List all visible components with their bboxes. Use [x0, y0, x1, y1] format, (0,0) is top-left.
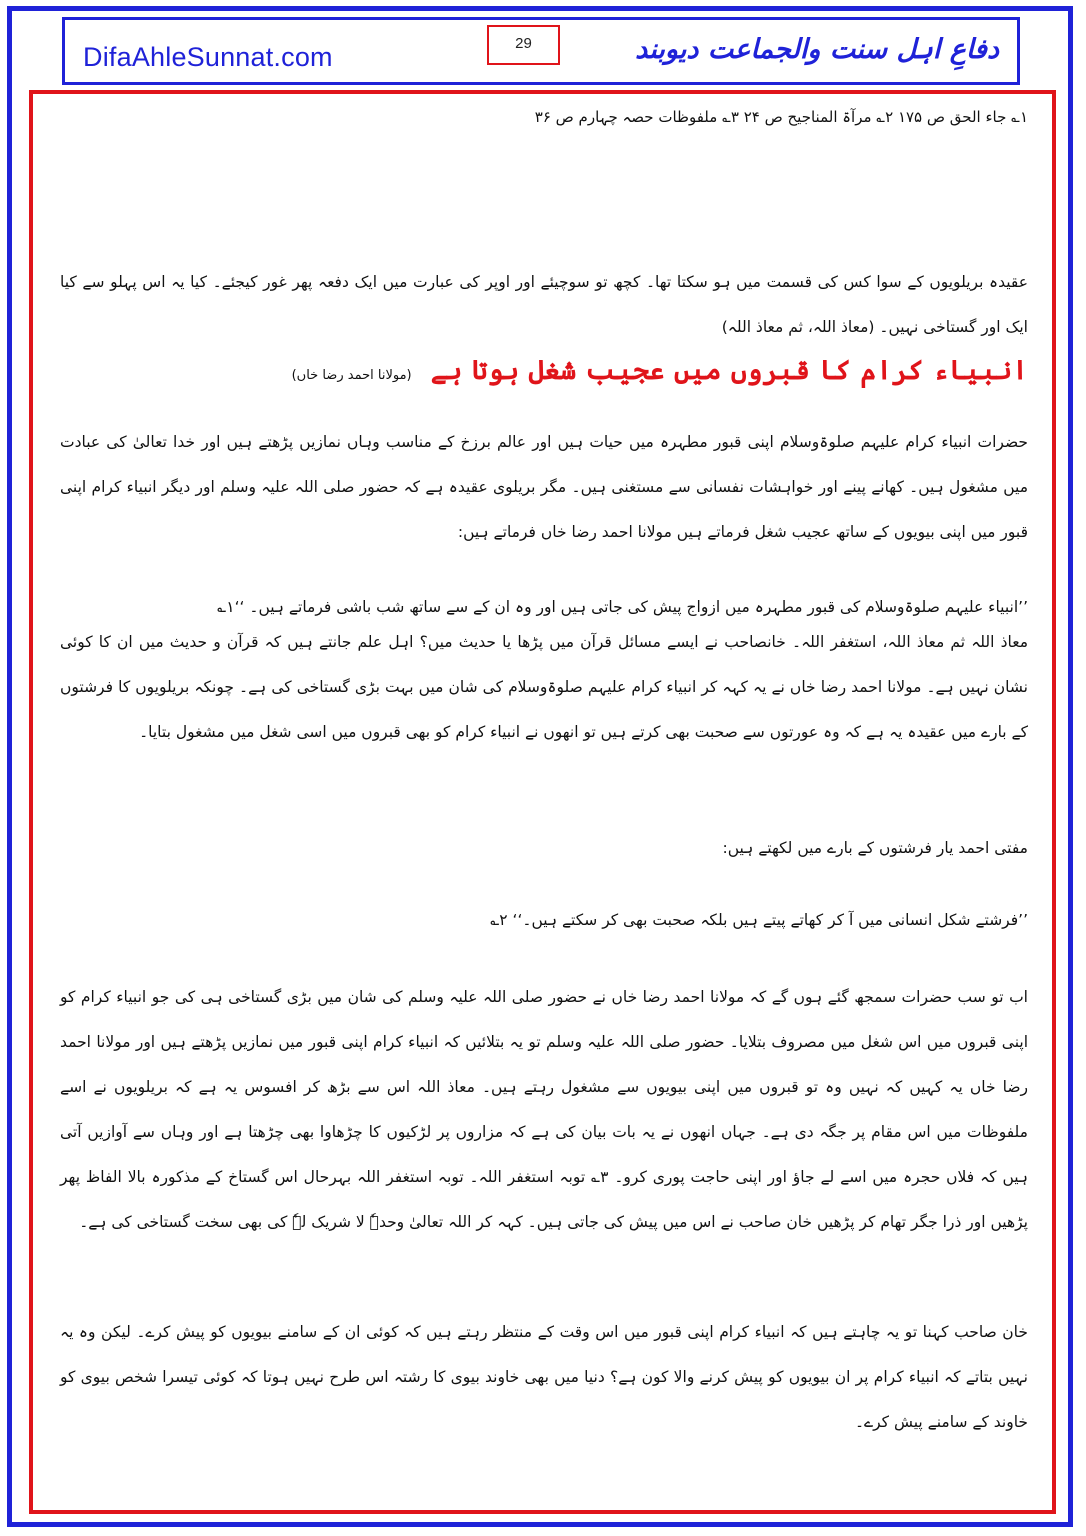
paragraph-3: معاذ اللہ ثم معاذ اللہ، استغفر اللہ۔ خانصاحب نے ایسے مسائل قرآن میں پڑھا یا حدیث میں؟ اہل علم جانتے ہیں کہ قرآن و حدیث میں ان کا کوئی نشان نہیں ہے۔ مولانا احمد رضا خاں نے یہ کہہ کر انبیاء کرام علیہم صلوۃوسلام کی شان میں بہت بڑی گستاخی کی ہے۔ چونکہ بریلویوں کا فرشتوں کے بارے میں عقیدہ یہ ہے کہ وہ عورتوں سے صحبت بھی کرتے ہیں تو انھوں نے انبیاء کرام کو بھی قبروں میں اسی شغل میں مشغول بتایا۔ — [60, 633, 1028, 741]
paragraph-1: عقیدہ بریلویوں کے سوا کس کی قسمت میں ہو سکتا تھا۔ کچھ تو سوچیئے اور اوپر کی عبارت میں ایک دفعہ پھر غور کیجئے۔ کیا یہ اس پہلو سے کیا ایک اور گستاخی نہیں۔ (معاذ اللہ، ثم معاذ اللہ) — [60, 273, 1028, 336]
paragraph-5: اب تو سب حضرات سمجھ گئے ہوں گے کہ مولانا احمد رضا خاں نے حضور صلی اللہ علیہ وسلم کی شان میں بڑی گستاخی ہی کی جو انبیاء کرام کو اپنی قبروں میں اس شغل میں مصروف بتلایا۔ حضور صلی اللہ علیہ وسلم تو یہ بتلائیں کہ انبیاء کرام اپنی قبور میں نمازیں پڑھتے ہیں اور مولانا احمد رضا خاں یہ کہیں کہ نہیں وہ تو قبروں میں اپنی بیویوں سے مشغول رہتے ہیں۔ معاذ اللہ اس سے بڑھ کر افسوس یہ ہے کہ بریلویوں نے اسے ملفوظات میں اس مقام پر جگہ دی ہے۔ جہاں انھوں نے یہ بات بیان کی ہے کہ مزاروں پر لڑکیوں کا چڑھاوا بھی چڑھتا ہے اور وہاں سے آوازیں آتی ہیں کہ فلاں حجرہ میں اسے لے جاؤ اور اپنی حاجت پوری کرو۔ ۳؎ توبہ استغفر اللہ۔ توبہ استغفر اللہ بہرحال اس گستاخ کے مذکورہ بالا الفاظ پھر پڑھیں اور ذرا جگر تھام کر پڑھیں خان صاحب نے اس میں پیش کی جاتی ہیں۔ کہہ کر اللہ تعالیٰ وحدہٗ لا شریک لہٗ کی بھی سخت گستاخی کی ہے۔ — [60, 988, 1028, 1231]
footnote-references: ۱؎ جاء الحق ص ۱۷۵ ۲؎ مرآۃ المناجیح ص ۲۴ ۳؎ ملفوظات حصہ چہارم ص ۳۶ — [534, 108, 1028, 126]
heading-attribution: (مولانا احمد رضا خاں) — [291, 368, 412, 383]
page-number: 29 — [487, 25, 560, 65]
paragraph-6: خان صاحب کہنا تو یہ چاہتے ہیں کہ انبیاء کرام اپنی قبور میں اس وقت کے منتظر رہتے ہیں کہ کوئی ان کے سامنے بیویوں کو پیش کرے۔ لیکن وہ یہ نہیں بتاتے کہ انبیاء کرام پر ان بیویوں کو پیش کرنے والا کون ہے؟ دنیا میں بھی خاوند بیوی کا رشتہ اس طرح نہیں ہوتا کہ کوئی تیسرا شخص بیوی کو خاوند کے سامنے پیش کرے۔ — [60, 1323, 1028, 1431]
quote-1: ’’انبیاء علیہم صلوۃوسلام کی قبور مطہرہ میں ازواج پیش کی جاتی ہیں اور وہ ان کے سے ساتھ شب باشی فرماتے ہیں۔ ‘‘۱؎ — [217, 598, 1028, 616]
heading-text: انبیاء کرام کا قبروں میں عجیب شغل ہوتا ہے — [430, 355, 1028, 386]
site-url[interactable]: DifaAhleSunnat.com — [83, 42, 333, 72]
paragraph-2: حضرات انبیاء کرام علیہم صلوۃوسلام اپنی قبور مطہرہ میں حیات ہیں اور عالم برزخ کے مناسب وہاں نمازیں پڑھتے ہیں اور خدا تعالیٰ کی عبادت میں مشغول ہیں۔ کھانے پینے اور خواہشات نفسانی سے مستغنی ہیں۔ مگر بریلوی عقیدہ ہے کہ حضور صلی اللہ علیہ وسلم اور دیگر انبیاء کرام اپنی قبور میں اپنی بیویوں کے ساتھ عجیب شغل فرماتے ہیں مولانا احمد رضا خاں فرماتے ہیں: — [60, 433, 1028, 541]
section-heading — [60, 355, 1028, 403]
paragraph-4: مفتی احمد یار فرشتوں کے بارے میں لکھتے ہیں: — [722, 839, 1028, 857]
page-header — [62, 17, 1020, 85]
book-title: دفاعِ اہل سنت والجماعت دیوبند — [635, 34, 999, 65]
quote-2: ’’فرشتے شکل انسانی میں آ کر کھاتے پیتے ہیں بلکہ صحبت بھی کر سکتے ہیں۔‘‘ ۲؎ — [490, 911, 1028, 929]
